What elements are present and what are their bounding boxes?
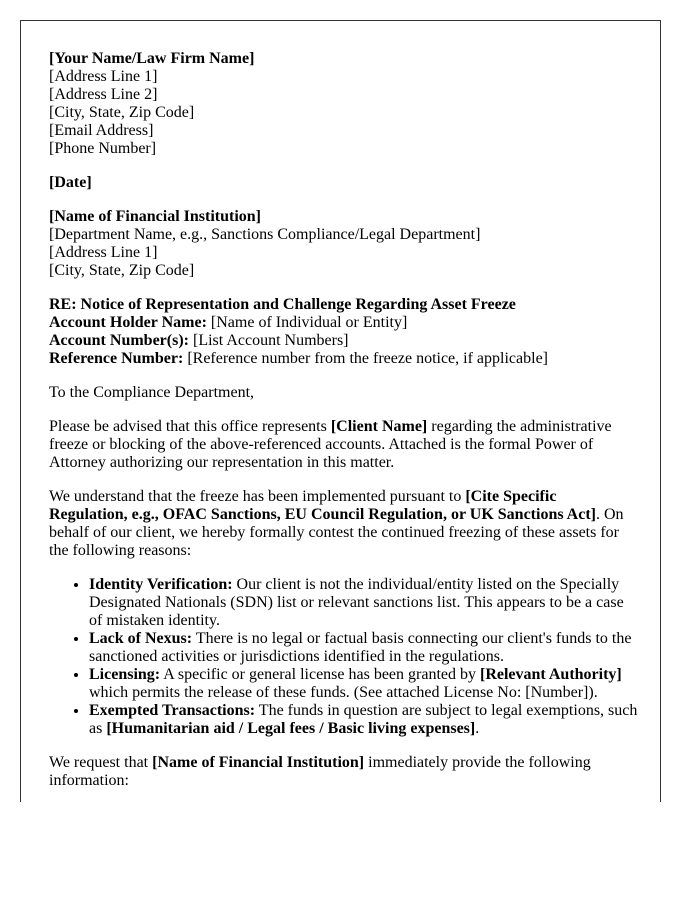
account-holder-value: [Name of Individual or Entity] xyxy=(206,314,408,331)
sender-block xyxy=(49,50,639,158)
account-numbers-value: [List Account Numbers] xyxy=(188,332,349,349)
reason-label: Exempted Transactions: xyxy=(89,702,256,719)
subject-re-line: RE: Notice of Representation and Challenge Regarding Asset Freeze xyxy=(49,296,516,313)
account-holder-line xyxy=(49,314,639,332)
paragraph-text: . On behalf of our client, we hereby formally contest the continued freezing of these assets for the following reasons: xyxy=(49,506,624,559)
account-holder-label: Account Holder Name: xyxy=(49,314,207,331)
reference-number-value: [Reference number from the freeze notice, if applicable] xyxy=(183,350,548,367)
account-numbers-line xyxy=(49,332,639,350)
account-numbers-label: Account Number(s): xyxy=(49,332,189,349)
client-name-placeholder: [Client Name] xyxy=(330,418,428,435)
reason-text: Our client is not the individual/entity listed on the Specially Designated Nationals (SDN) list or relevant sanctions list. This appears to be a case of mistaken identity. xyxy=(89,576,624,629)
reason-licensing xyxy=(89,666,639,702)
recipient-institution: [Name of Financial Institution] xyxy=(49,208,261,225)
reason-label: Lack of Nexus: xyxy=(89,630,193,647)
recipient-city-state-zip: [City, State, Zip Code] xyxy=(49,262,195,279)
reason-label: Identity Verification: xyxy=(89,576,233,593)
reason-label: Licensing: xyxy=(89,666,161,683)
reason-identity-verification xyxy=(89,576,639,630)
sender-city-state-zip: [City, State, Zip Code] xyxy=(49,104,195,121)
sender-email: [Email Address] xyxy=(49,122,154,139)
paragraph-text: We request that xyxy=(49,754,153,771)
reference-number-line xyxy=(49,350,639,368)
sender-address-line-2: [Address Line 2] xyxy=(49,86,158,103)
authority-placeholder: [Relevant Authority] xyxy=(480,666,622,683)
exemption-placeholder: [Humanitarian aid / Legal fees / Basic living expenses] xyxy=(106,720,476,737)
institution-placeholder: [Name of Financial Institution] xyxy=(152,754,365,771)
sender-address-line-1: [Address Line 1] xyxy=(49,68,158,85)
paragraph-request xyxy=(49,754,639,790)
reason-text: A specific or general license has been granted by xyxy=(160,666,480,683)
recipient-department: [Department Name, e.g., Sanctions Compliance/Legal Department] xyxy=(49,226,481,243)
paragraph-regulation xyxy=(49,488,639,560)
paragraph-text: We understand that the freeze has been implemented pursuant to xyxy=(49,488,466,505)
recipient-block xyxy=(49,208,639,280)
sender-name: [Your Name/Law Firm Name] xyxy=(49,50,255,67)
reason-text: There is no legal or factual basis connecting our client's funds to the sanctioned activities or jurisdictions identified in the regulations. xyxy=(89,630,632,665)
paragraph-text: immediately provide the following information: xyxy=(49,754,591,789)
paragraph-representation xyxy=(49,418,639,472)
letter-page xyxy=(20,20,661,802)
reasons-list xyxy=(49,576,639,738)
paragraph-text: Please be advised that this office represents xyxy=(49,418,331,435)
reference-number-label: Reference Number: xyxy=(49,350,184,367)
paragraph-text: regarding the administrative freeze or blocking of the above-referenced accounts. Attached is the formal Power of Attorney authorizing our representation in this matter. xyxy=(49,418,612,471)
letter-content xyxy=(49,50,639,802)
reason-text: which permits the release of these funds. (See attached License No: [Number]). xyxy=(89,684,598,701)
recipient-address-line-1: [Address Line 1] xyxy=(49,244,158,261)
salutation: To the Compliance Department, xyxy=(49,384,255,401)
reason-text: . xyxy=(475,720,480,737)
date-block xyxy=(49,174,639,192)
subject-block xyxy=(49,296,639,368)
reason-text: The funds in question are subject to legal exemptions, such as xyxy=(89,702,638,737)
letter-date: [Date] xyxy=(49,174,92,191)
reason-exempted-transactions xyxy=(89,702,639,738)
reason-lack-of-nexus xyxy=(89,630,639,666)
sender-phone: [Phone Number] xyxy=(49,140,157,157)
regulation-placeholder: [Cite Specific Regulation, e.g., OFAC Sanctions, EU Council Regulation, or UK Sanctions Act] xyxy=(49,488,596,523)
